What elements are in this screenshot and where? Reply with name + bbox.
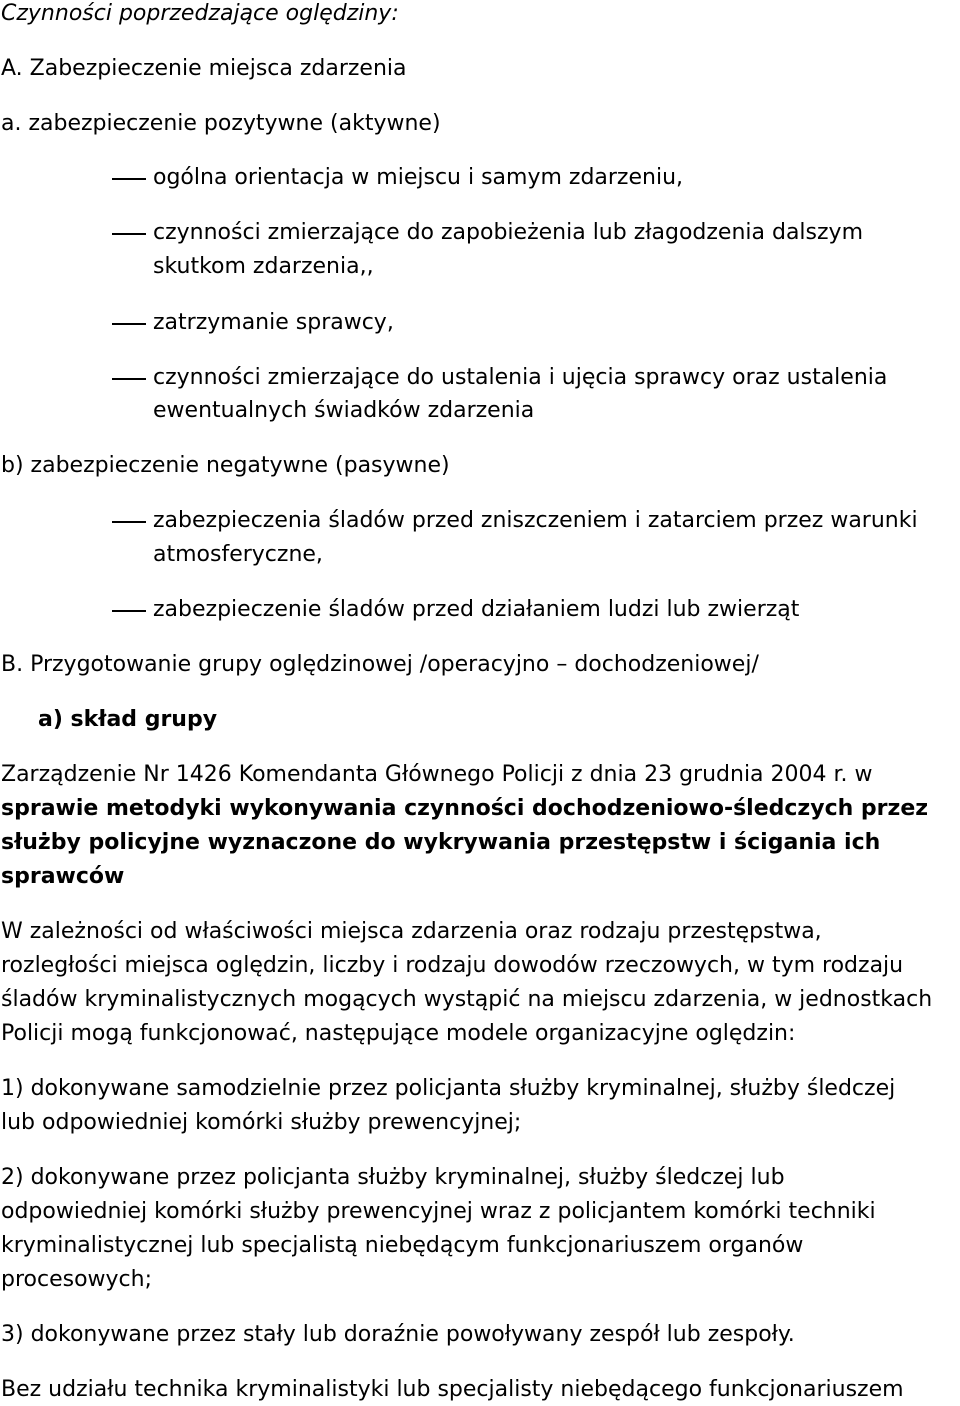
- paragraph-line: rozległości miejsca oględzin, liczby i rodzaju dowodów rzeczowych, w tym rodzaju: [1, 953, 904, 978]
- paragraph-line: W zależności od właściwości miejsca zdarzenia oraz rodzaju przestępstwa,: [1, 919, 822, 944]
- order-line: sprawie metodyki wykonywania czynności dochodzeniowo-śledczych przez: [1, 796, 929, 821]
- model-item-2-cont: procesowych;: [1, 1267, 153, 1292]
- list-item: zatrzymanie sprawcy,: [153, 310, 394, 335]
- heading: Czynności poprzedzające oględziny:: [1, 1, 399, 26]
- order-line: sprawców: [1, 864, 125, 889]
- list-a-dash: [112, 233, 146, 235]
- list-item-continuation: ewentualnych świadków zdarzenia: [153, 398, 535, 423]
- list-b-dash: [112, 610, 146, 612]
- model-item-2: 2) dokonywane przez policjanta służby kryminalnej, służby śledczej lub: [1, 1165, 785, 1190]
- subsection-b-title: b) zabezpieczenie negatywne (pasywne): [1, 453, 450, 478]
- model-item-2-cont: odpowiedniej komórki służby prewencyjnej wraz z policjantem komórki techniki: [1, 1199, 876, 1224]
- list-a-dash: [112, 323, 146, 325]
- paragraph-line: śladów kryminalistycznych mogących wystąpić na miejscu zdarzenia, w jednostkach: [1, 987, 933, 1012]
- paragraph-line: Policji mogą funkcjonować, następujące modele organizacyjne oględzin:: [1, 1021, 796, 1046]
- model-item-2-cont: kryminalistycznej lub specjalistą niebędącym funkcjonariuszem organów: [1, 1233, 804, 1258]
- order-line: Zarządzenie Nr 1426 Komendanta Głównego Policji z dnia 23 grudnia 2004 r. w: [1, 762, 873, 787]
- list-item: zabezpieczenie śladów przed działaniem ludzi lub zwierząt: [153, 597, 800, 622]
- list-item: ogólna orientacja w miejscu i samym zdarzeniu,: [153, 165, 684, 190]
- list-b-dash: [112, 521, 146, 523]
- subsection-a-title: a. zabezpieczenie pozytywne (aktywne): [1, 111, 441, 136]
- model-item-1: 1) dokonywane samodzielnie przez policjanta służby kryminalnej, służby śledczej: [1, 1076, 896, 1101]
- model-item-1-cont: lub odpowiedniej komórki służby prewencyjnej;: [1, 1110, 522, 1135]
- section-a-title: A. Zabezpieczenie miejsca zdarzenia: [1, 56, 407, 81]
- list-item-continuation: skutkom zdarzenia,,: [153, 254, 374, 279]
- list-item-continuation: atmosferyczne,: [153, 542, 323, 567]
- last-line: Bez udziału technika kryminalistyki lub specjalisty niebędącego funkcjonariuszem: [1, 1377, 904, 1402]
- list-item: zabezpieczenia śladów przed zniszczeniem i zatarciem przez warunki: [153, 508, 918, 533]
- list-a-dash: [112, 178, 146, 180]
- section-b-title: B. Przygotowanie grupy oględzinowej /operacyjno – dochodzeniowej/: [1, 652, 759, 677]
- subsection-ba-title: a) skład grupy: [38, 707, 218, 732]
- list-item: czynności zmierzające do zapobieżenia lub złagodzenia dalszym: [153, 220, 864, 245]
- list-a-dash: [112, 378, 146, 380]
- model-item-3: 3) dokonywane przez stały lub doraźnie powoływany zespół lub zespoły.: [1, 1322, 795, 1347]
- list-item: czynności zmierzające do ustalenia i ujęcia sprawcy oraz ustalenia: [153, 365, 888, 390]
- order-line: służby policyjne wyznaczone do wykrywania przestępstw i ścigania ich: [1, 830, 881, 855]
